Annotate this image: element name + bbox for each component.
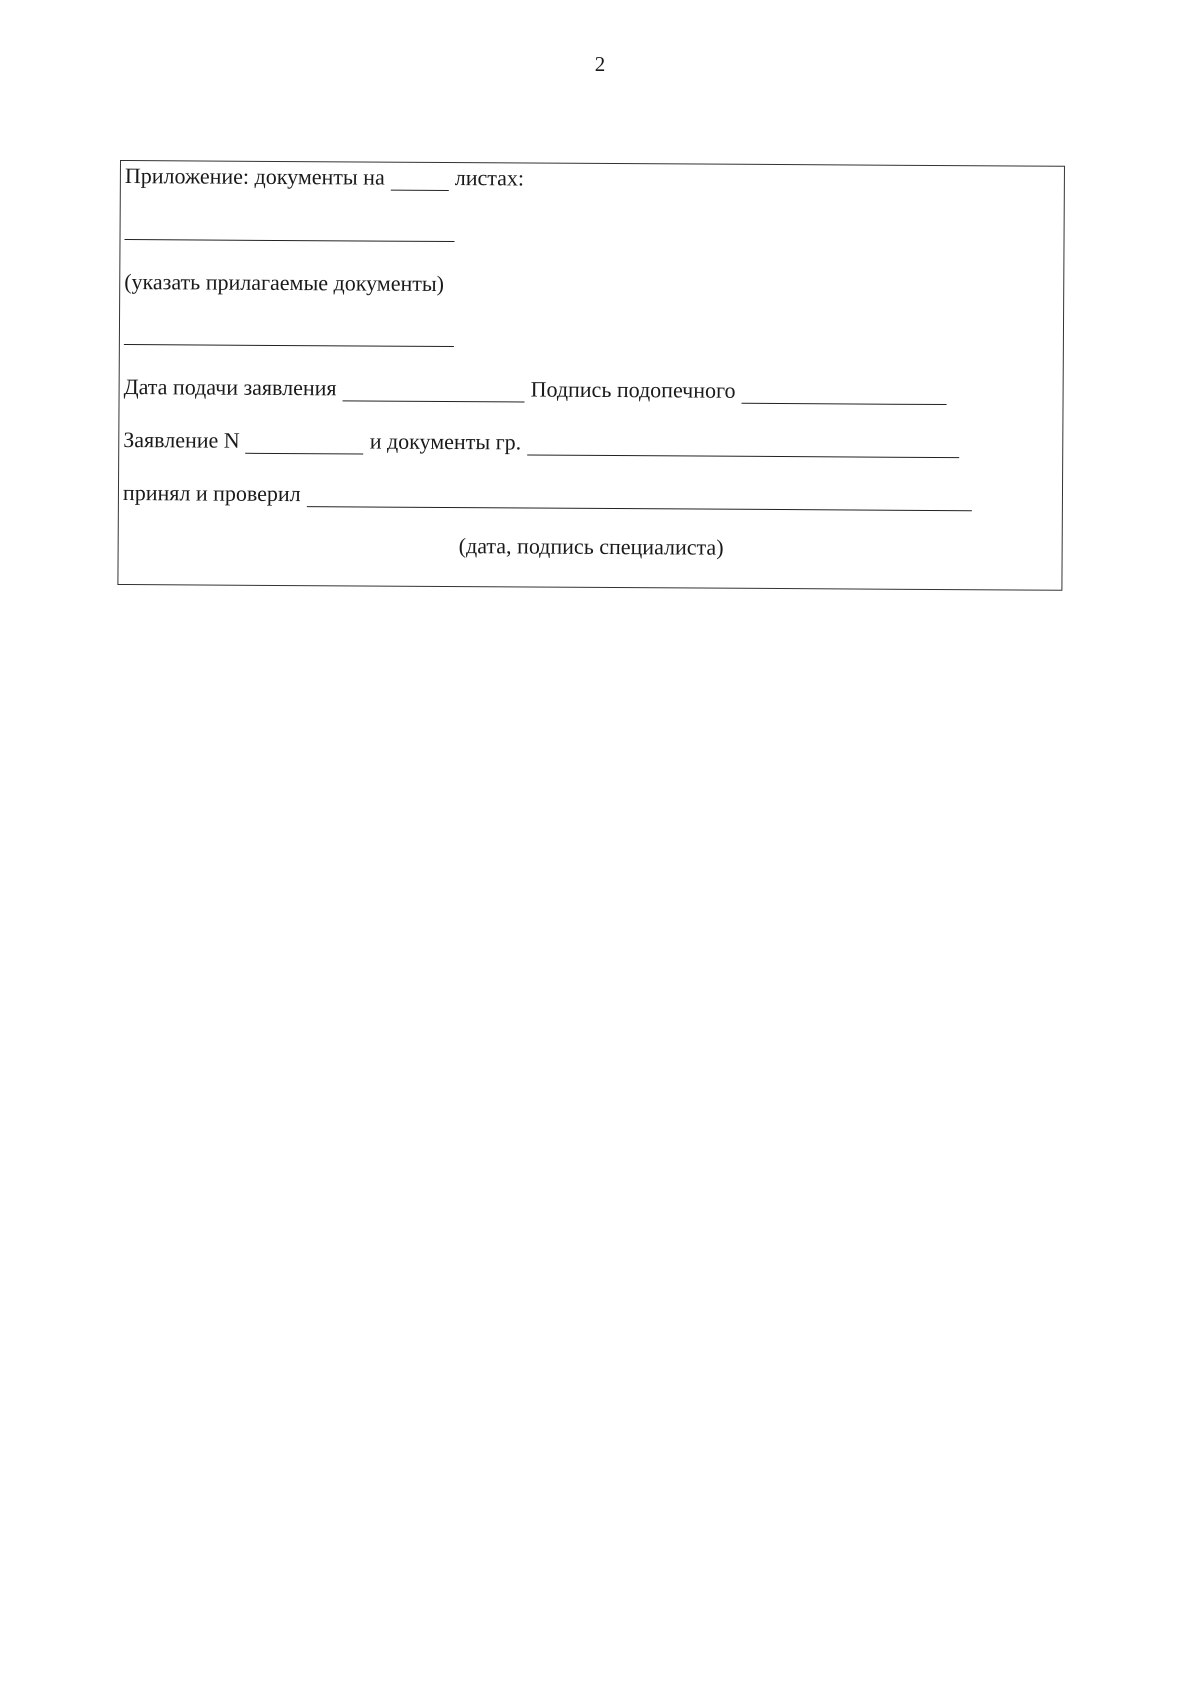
page-number: 2 [594, 52, 606, 76]
citizen-name-field[interactable] [527, 432, 959, 458]
submission-date-field[interactable] [343, 378, 525, 402]
attached-docs-line-1[interactable] [125, 239, 455, 242]
ward-signature-label: Подпись подопечного [530, 376, 736, 403]
application-receipt-form [117, 160, 1065, 591]
documents-of-citizen-label: и документы гр. [369, 428, 522, 455]
received-checked-label: принял и проверил [122, 480, 301, 507]
application-number-label: Заявление N [123, 427, 240, 453]
attached-docs-line-2[interactable] [124, 344, 454, 347]
submission-row [124, 374, 953, 405]
received-checked-row [123, 480, 978, 511]
ward-signature-field[interactable] [741, 381, 946, 405]
application-number-row [123, 427, 965, 458]
attachment-label: Приложение: документы на [124, 163, 385, 190]
submission-date-label: Дата подачи заявления [123, 374, 337, 401]
application-number-field[interactable] [246, 431, 364, 455]
sheet-count-field[interactable] [391, 168, 449, 191]
attachment-suffix: листах: [454, 165, 525, 191]
specialist-signature-field[interactable] [307, 484, 972, 511]
specialist-hint: (дата, подпись специалиста) [458, 533, 724, 560]
attachment-row [125, 163, 524, 191]
attached-docs-hint: (указать прилагаемые документы) [124, 269, 445, 296]
